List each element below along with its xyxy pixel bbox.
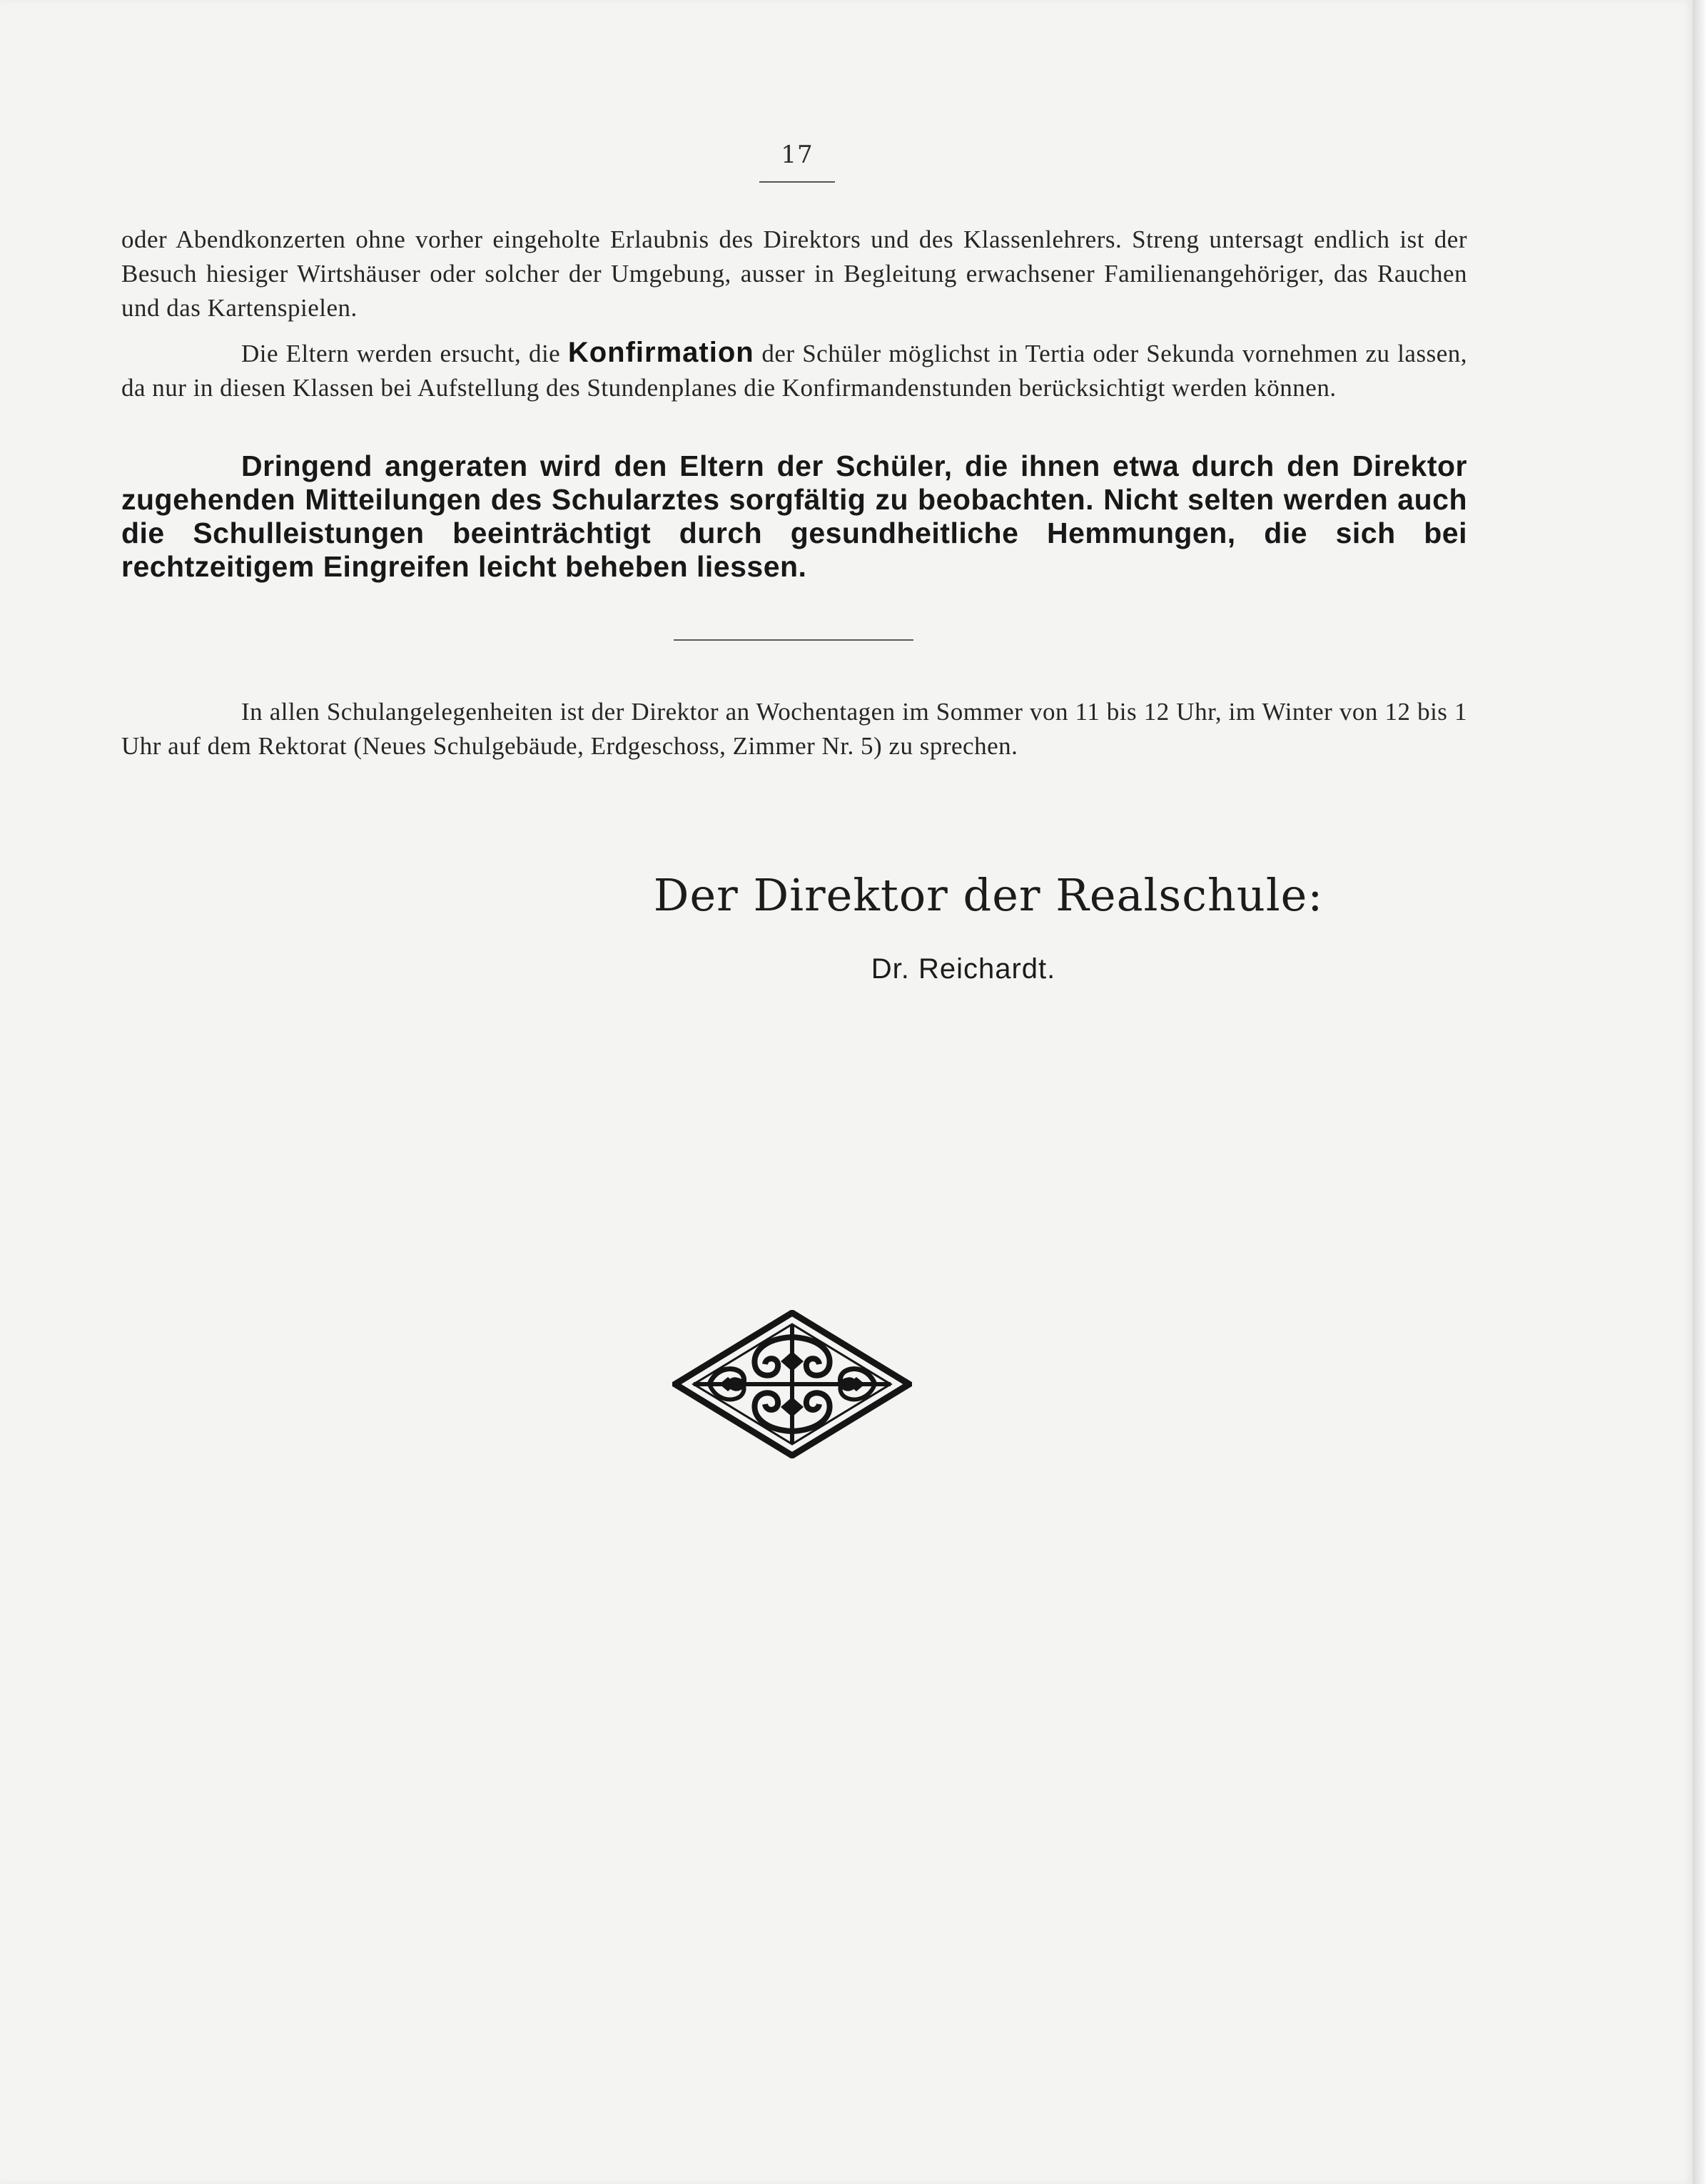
paragraph-confirmation-start: Die Eltern werden ersucht, die [241, 340, 568, 367]
diamond-scroll-ornament-icon [672, 1310, 912, 1458]
paragraph-confirmation-end: der Schüler möglichst in Tertia oder Sekunda vornehmen zu lassen, da nur in diesen Klassen bei Aufstellung des Stundenplanes die Konfirmandenstunden berücksichtigt werden können. [121, 340, 1467, 402]
signature-name: Dr. Reichardt. [871, 953, 1056, 985]
paragraph-office-hours: In allen Schulangelegenheiten ist der Direktor an Wochentagen im Sommer von 11 bis 12 Uhr, im Winter von 12 bis 1 Uhr auf dem Rektorat (Neues Schulgebäude, Erdgeschoss, Zimmer Nr. 5) zu sprechen. [121, 698, 1467, 760]
paragraph-school-doctor-notice: Dringend angeraten wird den Eltern der Schüler, die ihnen etwa durch den Direktor zugehenden Mitteilungen des Schularztes sorgfältig zu beobachten. Nicht selten werden auch die Schulleistungen beeinträchtigt durch gesundheitliche Hemmungen, die sich bei rechtzeitigem Eingreifen leicht beheben liessen. [121, 450, 1467, 583]
page-number: 17 [781, 141, 814, 169]
paragraph-confirmation [121, 335, 1467, 405]
signature-title: Der Direktor der Realschule: [653, 869, 1324, 921]
page-number-underline [759, 181, 835, 183]
paragraph-conduct-rules: oder Abendkonzerten ohne vorher eingeholte Erlaubnis des Direktors und des Klassenlehrers. Streng untersagt endlich ist der Besuch hiesiger Wirtshäuser oder solcher der Umgebung, ausser in Begleitung erwachsener Familienangehöriger, das Rauchen und das Kartenspielen. [121, 225, 1467, 322]
confirmation-emphasis: Konfirmation [567, 337, 754, 368]
section-divider [674, 639, 913, 641]
page-edge [1693, 0, 1707, 2184]
